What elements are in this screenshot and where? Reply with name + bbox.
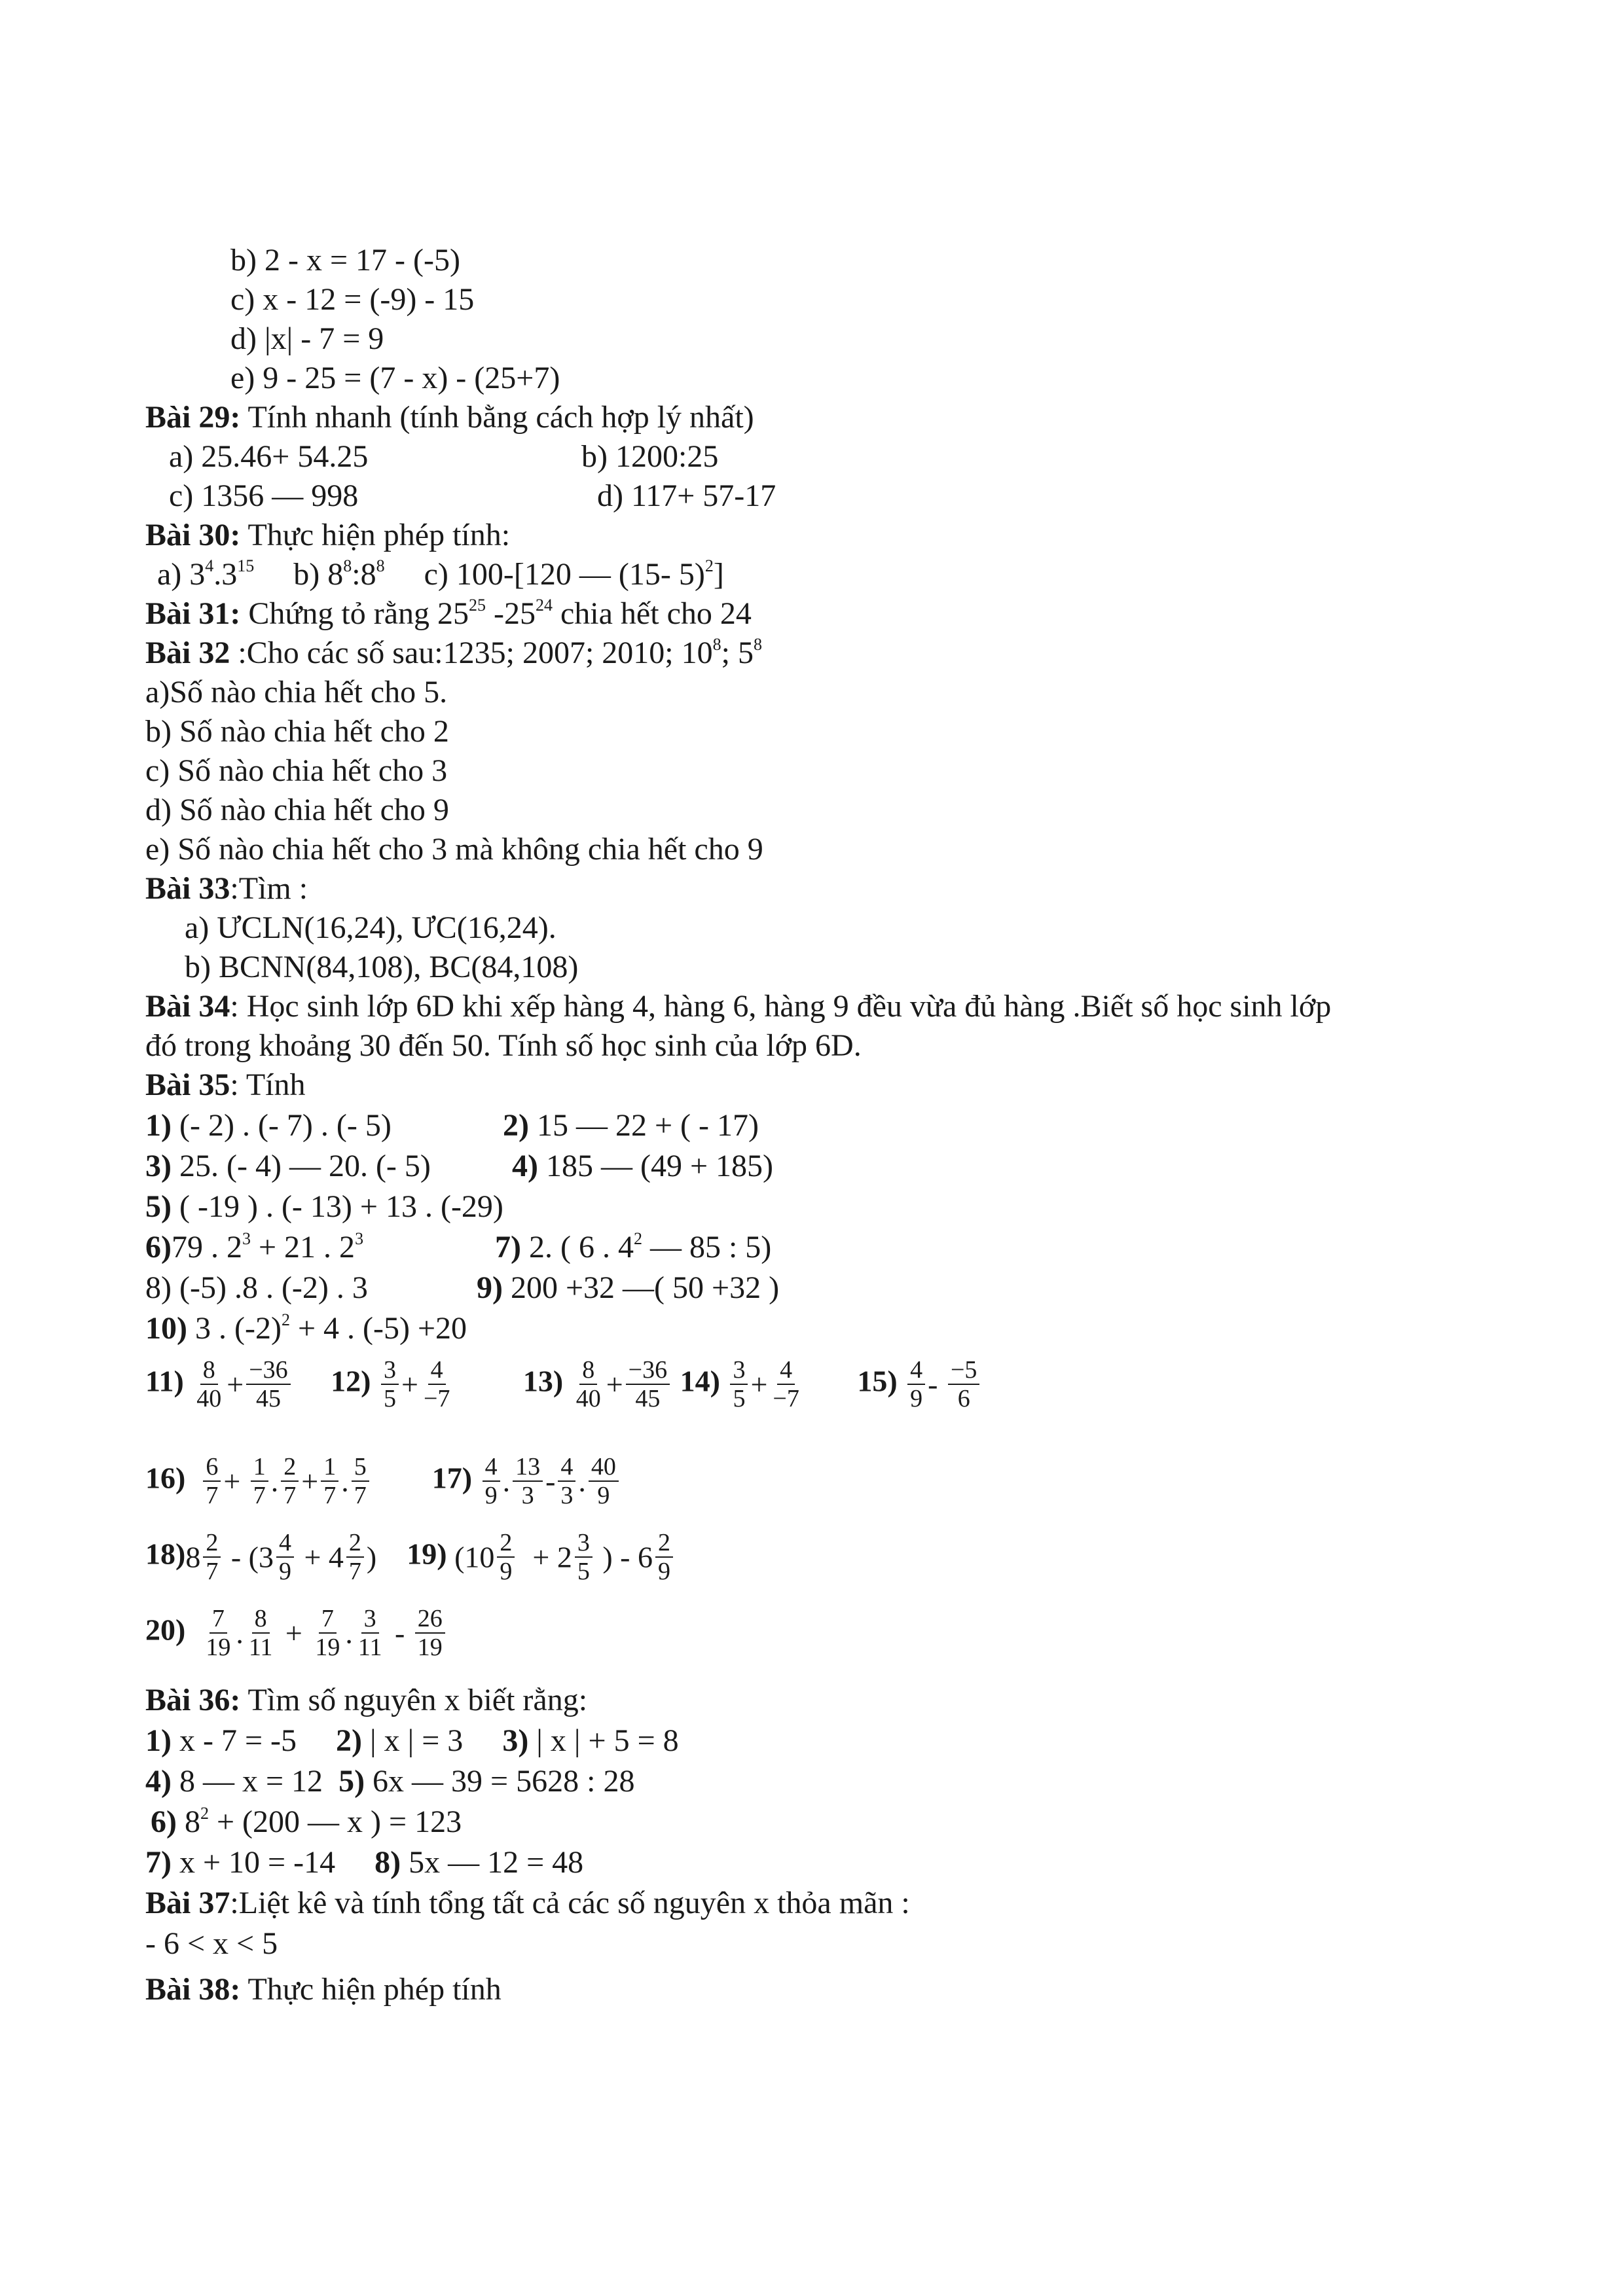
fraction: $\frac{5}{7}$: [352, 1453, 369, 1509]
bai-35-16-17: 16) $\frac{6}{7}$ + $\frac{1}{7}$ . $\frac{2}{7}$ + $\frac{1}{7}$ . $\frac{5}{7}$ 17) $\frac{4}{9}$ . $\frac{13}{3}$ - $\frac{4}{3}$ . $\frac{40}{9}$: [145, 1453, 621, 1509]
fraction: $\frac{8}{40}$: [575, 1356, 601, 1412]
fraction: $\frac{4}{-7}$: [423, 1356, 450, 1412]
exercise-28e: e) 9 - 25 = (7 - x) - (25+7): [230, 361, 560, 395]
fraction: $\frac{8}{40}$: [196, 1356, 222, 1412]
fraction: $\frac{3}{5}$: [575, 1529, 593, 1585]
bai-35-2: 2) 15 — 22 + ( - 17): [503, 1108, 759, 1143]
bai-35-10: 10) 3 . $(-2)^2 + 4$ . (-5) +20: [145, 1310, 467, 1346]
bai-38-heading: Bài 38: Thực hiện phép tính: [145, 1972, 501, 2007]
fraction: $\frac{13}{3}$: [513, 1453, 543, 1509]
fraction: $\frac{40}{9}$: [589, 1453, 619, 1509]
bai-29d: d) 117+ 57-17: [597, 478, 776, 513]
bai-35-9: 9) 200 +32 —( 50 +32 ): [477, 1270, 780, 1305]
fraction: $\frac{3}{5}$: [381, 1356, 399, 1412]
fraction: $\frac{2}{9}$: [497, 1529, 515, 1585]
bai-35-20: 20) $\frac{7}{19}$ . $\frac{8}{11}$ + $\frac{7}{19}$ . $\frac{3}{11}$ - $\frac{26}{19}$: [145, 1605, 448, 1661]
bai-36-1-3: 1) x - 7 = -5 2) | x | = 3 3) | x | + 5 = 8: [145, 1723, 679, 1758]
bai-33-heading: Bài 33:Tìm :: [145, 871, 308, 906]
bai-32-heading: Bài 32 :Cho các số sau:1235; 2007; 2010; $10^8$; $5^8$: [145, 635, 762, 670]
fraction: $\frac{2}{9}$: [655, 1529, 673, 1585]
bai-30-heading: Bài 30: Thực hiện phép tính:: [145, 518, 511, 552]
bai-33b: b) BCNN(84,108), BC(84,108): [185, 950, 579, 984]
fraction: $\frac{26}{19}$: [415, 1605, 445, 1661]
fraction: $\frac{7}{19}$: [315, 1605, 340, 1661]
bai-35-6: 6)79 . $2^3 + 21$ . $2^3$: [145, 1229, 364, 1265]
fraction: $\frac{2}{7}$: [203, 1529, 221, 1585]
bai-35-5: 5) ( -19 ) . (- 13) + 13 . (-29): [145, 1189, 503, 1224]
bai-35-18-19: 18)8 $\frac{2}{7}$ - (3 $\frac{4}{9}$ + 4 $\frac{2}{7}$ ) 19) (10 $\frac{2}{9}$ + 2 $\frac{3}{5}$ ) - 6 $\frac{2}{9}$: [145, 1529, 676, 1585]
fraction: $\frac{4}{-7}$: [773, 1356, 799, 1412]
fraction: $\frac{7}{19}$: [206, 1605, 231, 1661]
fraction: $\frac{1}{7}$: [321, 1453, 338, 1509]
fraction: $\frac{6}{7}$: [203, 1453, 221, 1509]
bai-29c: c) 1356 — 998: [169, 478, 359, 513]
fraction: $\frac{3}{5}$: [730, 1356, 748, 1412]
bai-32d: d) Số nào chia hết cho 9: [145, 793, 449, 827]
bai-35-8: 8) (-5) .8 . (-2) . 3: [145, 1270, 368, 1305]
fraction: $\frac{2}{7}$: [346, 1529, 364, 1585]
fraction: $\frac{-5}{6}$: [948, 1356, 979, 1412]
fraction: $\frac{4}{9}$: [276, 1529, 294, 1585]
bai-35-heading: Bài 35: Tính: [145, 1067, 306, 1102]
bai-37-heading: Bài 37:Liệt kê và tính tổng tất cả các số nguyên x thỏa mãn :: [145, 1886, 910, 1920]
fraction: $\frac{2}{7}$: [281, 1453, 299, 1509]
bai-32e: e) Số nào chia hết cho 3 mà không chia hết cho 9: [145, 832, 763, 867]
fraction: $\frac{8}{11}$: [248, 1605, 273, 1661]
bai-30-items: a) $3^4.3^{15}$ b) $8^8:8^8$ c) 100-[120 — (15- 5)$^2$]: [157, 556, 724, 592]
bai-29-heading: Bài 29: Tính nhanh (tính bằng cách hợp lý nhất): [145, 400, 754, 435]
bai-34-line2: đó trong khoảng 30 đến 50. Tính số học sinh của lớp 6D.: [145, 1028, 862, 1063]
bai-35-3: 3) 25. (- 4) — 20. (- 5): [145, 1149, 431, 1183]
bai-36-heading: Bài 36: Tìm số nguyên x biết rằng:: [145, 1683, 588, 1717]
fraction: $\frac{4}{3}$: [558, 1453, 575, 1509]
bai-34-line1: Bài 34: Học sinh lớp 6D khi xếp hàng 4, hàng 6, hàng 9 đều vừa đủ hàng .Biết số học sinh lớp: [145, 989, 1332, 1024]
bai-35-4: 4) 185 — (49 + 185): [512, 1149, 774, 1183]
fraction: $\frac{-36}{45}$: [246, 1356, 290, 1412]
bai-32b: b) Số nào chia hết cho 2: [145, 714, 449, 749]
fraction: $\frac{3}{11}$: [357, 1605, 382, 1661]
bai-35-1: 1) (- 2) . (- 7) . (- 5): [145, 1108, 392, 1143]
bai-31: Bài 31: Chứng tỏ rằng $25^{25}$ $-25^{24}$ chia hết cho 24: [145, 596, 752, 631]
fraction: $\frac{4}{9}$: [907, 1356, 925, 1412]
bai-37-inequality: - 6 < x < 5: [145, 1926, 278, 1961]
fraction: $\frac{-36}{45}$: [626, 1356, 670, 1412]
exercise-28c: c) x - 12 = (-9) - 15: [230, 282, 475, 317]
bai-36-6: 6) $8^2 + (200$ — x ) = 123: [151, 1804, 462, 1839]
bai-32c: c) Số nào chia hết cho 3: [145, 753, 448, 788]
bai-35-11-to-15: 11) $\frac{8}{40}$ + $\frac{-36}{45}$ 12) $\frac{3}{5}$ + $\frac{4}{-7}$ 13) $\frac{8}{40}$ + $\frac{-36}{45}$ 14) $\frac{3}{5}$ + $\frac{4}{-7}$ 15) $\frac{4}{9}$ - $\frac{-5}{6}$: [145, 1356, 982, 1412]
bai-29b: b) 1200:25: [581, 439, 719, 474]
exercise-28d: d) |x| - 7 = 9: [230, 321, 384, 356]
bai-33a: a) ƯCLN(16,24), ƯC(16,24).: [185, 910, 556, 945]
bai-36-7-8: 7) x + 10 = -14 8) 5x — 12 = 48: [145, 1845, 584, 1880]
bai-36-4-5: 4) 8 — x = 12 5) 6x — 39 = 5628 : 28: [145, 1764, 635, 1799]
bai-29a: a) 25.46+ 54.25: [169, 439, 369, 474]
exercise-28b: b) 2 - x = 17 - (-5): [230, 243, 460, 278]
fraction: $\frac{1}{7}$: [251, 1453, 268, 1509]
bai-35-7: 7) 2. ( 6 . $4^2$ — 85 : 5): [495, 1229, 772, 1265]
bai-32a: a)Số nào chia hết cho 5.: [145, 675, 448, 709]
fraction: $\frac{4}{9}$: [483, 1453, 500, 1509]
